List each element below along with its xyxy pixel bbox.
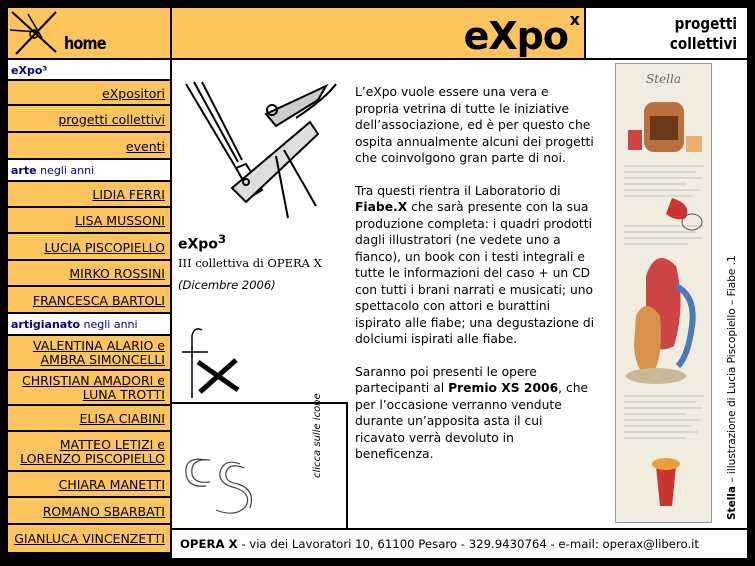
sidebar-item-eventi[interactable]: eventi (8, 133, 170, 160)
fiabe-icon[interactable] (176, 322, 246, 402)
sidebar-item-chiara-manetti[interactable]: CHIARA MANETTI (8, 472, 170, 498)
projects-header-line1[interactable]: progetti (674, 14, 737, 33)
projects-header[interactable] (586, 8, 747, 58)
premio-xs-label: Premio XS 2006 (448, 381, 559, 395)
artigianato-suffix: negli anni (80, 318, 138, 331)
artigianato-label: artigianato (11, 318, 81, 331)
clicca-label: clicca sulle icone (312, 393, 323, 478)
projects-header-line2[interactable]: collettivi (669, 34, 737, 53)
sidebar-item-expositori[interactable]: eXpositori (8, 81, 170, 106)
stella-illustration[interactable] (615, 63, 712, 523)
sidebar-item-gianluca-vincenzetti[interactable]: GIANLUCA VINCENZETTI (8, 525, 170, 552)
amadori-line1[interactable]: CHRISTIAN AMADORI e (21, 373, 165, 388)
p2-start: Tra questi rientra il Laboratorio di (355, 183, 561, 198)
paragraph-2 (355, 183, 595, 348)
letizi-line2[interactable]: LORENZO PISCOPIELLO (20, 451, 165, 466)
caption-title (178, 232, 226, 253)
sidebar-item-alario-simoncelli[interactable] (8, 336, 170, 371)
sidebar-item-elisa-ciabini[interactable]: ELISA CIABINI (8, 406, 170, 432)
sidebar-item-romano-sbarbati[interactable]: ROMANO SBARBATI (8, 498, 170, 525)
p3-start: Saranno poi presenti le opere partecipanti al (355, 364, 537, 395)
sidebar-section-artigianato (8, 314, 170, 336)
fiabe-x-label: Fiabe.X (355, 200, 408, 214)
sidebar-section-expo (8, 60, 170, 81)
intro-text (355, 84, 595, 479)
sidebar-item-lucia-piscopiello[interactable]: LUCIA PISCOPIELLO (8, 234, 170, 261)
caption-title-text: eXpo (178, 236, 218, 253)
sidebar-item-lisa-mussoni[interactable]: LISA MUSSONI (8, 208, 170, 234)
paragraph-3 (355, 364, 595, 463)
letizi-line1[interactable]: MATTEO LETIZI e (59, 437, 165, 452)
stella-caption-rest: – illustrazione di Lucia Piscopiello – Fiabe .1 (726, 255, 738, 486)
home-header[interactable] (8, 8, 170, 58)
caption-title-sup: 3 (217, 232, 227, 246)
stella-caption (726, 255, 738, 520)
p3-end: , che per l’occasione verranno vendute durante un’apposita asta il cui ricavato verrà devoluto in beneficenza. (355, 381, 589, 461)
alario-line1[interactable]: VALENTINA ALARIO e (33, 338, 165, 353)
site-title-sup: x (569, 10, 580, 29)
sidebar-item-amadori-trotti[interactable] (8, 371, 170, 406)
arte-label: arte (11, 164, 37, 177)
sidebar-item-progetti[interactable]: progetti collettivi (8, 106, 170, 133)
p2-end: che sarà presente con la sua produzione completa: i quadri prodotti dagli illustratori (ne vedete uno a fianco), un book con i testi integrali e tutte le informazioni del caso + un CD con tutti i brani narrati e musicati; uno spettacolo con attori e burattini ispirato alle fiabe; una degustazione di dolciumi ispirati alle fiabe. (355, 200, 595, 346)
caption-subtitle: III collettiva di OPERA X (178, 256, 322, 270)
title-header (172, 8, 584, 58)
column-divider (346, 402, 348, 528)
main-content (172, 60, 747, 558)
sidebar (8, 60, 170, 552)
footer (172, 528, 747, 558)
footer-address: - via dei Lavoratori 10, 61100 Pesaro - 329.9430764 - e-mail: operax@libero.it (237, 537, 700, 551)
caption-date: (Dicembre 2006) (178, 278, 276, 292)
knife-illustration[interactable] (176, 78, 346, 228)
alario-line2[interactable]: AMBRA SIMONCELLI (40, 352, 165, 367)
premio-xs-icon[interactable] (176, 444, 256, 524)
site-title: eXpo (463, 14, 568, 58)
sidebar-item-lidia-ferri[interactable]: LIDIA FERRI (8, 182, 170, 208)
paragraph-1: L’eXpo vuole essere una vera e propria vetrina di tutte le iniziative dell’associazione, ed è per questo che ospita annualmente alcuni dei progetti che coinvolgono gran parte di noi. (355, 85, 594, 165)
sidebar-top-label: eXpo³ (11, 64, 48, 77)
arte-suffix: negli anni (36, 164, 95, 177)
amadori-line2[interactable]: LUNA TROTTI (82, 387, 165, 402)
logo-icon (8, 8, 68, 58)
sidebar-section-arte (8, 160, 170, 182)
sidebar-item-francesca-bartoli[interactable]: FRANCESCA BARTOLI (8, 287, 170, 314)
stella-caption-title: Stella (726, 486, 738, 520)
footer-org: OPERA X (180, 537, 238, 551)
stella-img-title: Stella (646, 72, 681, 86)
sidebar-item-mirko-rossini[interactable]: MIRKO ROSSINI (8, 261, 170, 287)
sidebar-item-letizi-piscopiello[interactable] (8, 432, 170, 472)
home-link[interactable]: home (64, 34, 106, 54)
stella-drawing (616, 86, 712, 523)
